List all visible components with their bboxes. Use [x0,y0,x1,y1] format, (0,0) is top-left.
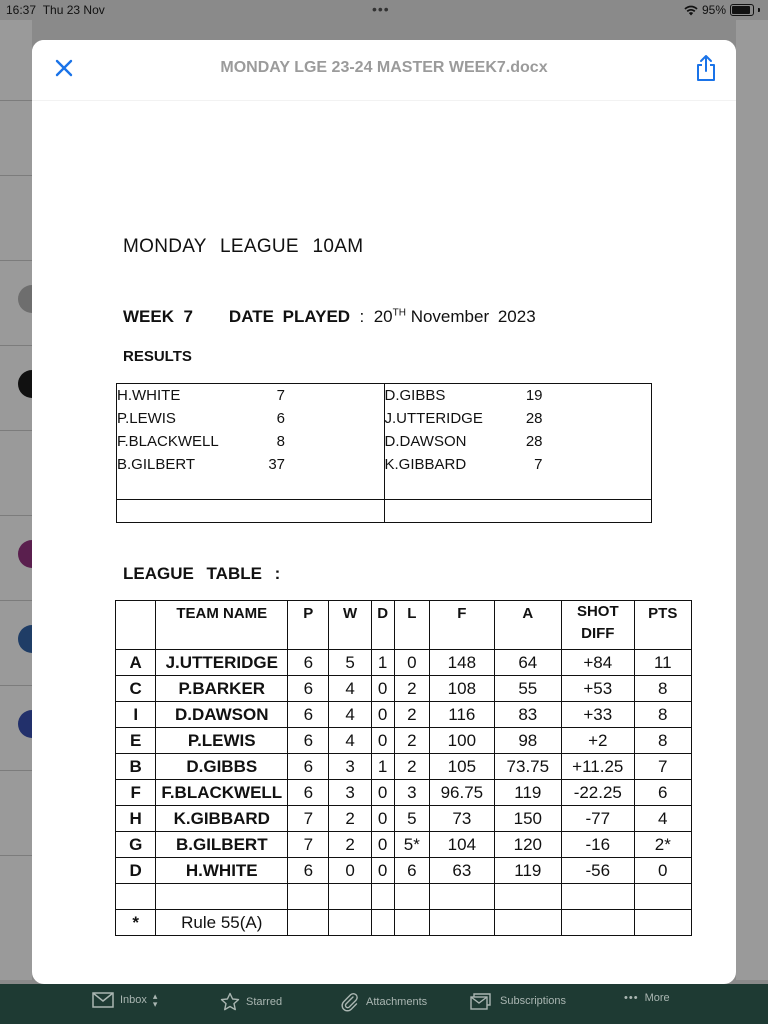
tab-subscriptions[interactable] [470,992,566,1010]
doc-heading: MONDAY LEAGUE 10AM [123,236,364,257]
league-cell: 8 [634,676,691,702]
league-cell: 108 [430,676,495,702]
league-row [116,650,692,676]
share-icon[interactable] [694,54,718,82]
league-cell: 100 [430,728,495,754]
league-cell: 0 [371,858,394,884]
team-name-cell: F.BLACKWELL [156,780,288,806]
league-cell: E [116,728,156,754]
result-line [385,384,652,407]
tab-attachments-label: Attachments [366,996,428,1008]
tab-inbox[interactable] [92,992,157,1008]
footnote-mark: * [116,910,156,936]
league-cell: 2 [394,754,430,780]
league-cell: 4 [329,702,371,728]
bg-divider [0,685,32,686]
team-name-cell: H.WHITE [156,858,288,884]
league-cell: -22.25 [562,780,635,806]
result-line [117,453,384,476]
empty-cell [288,910,329,936]
league-row [116,676,692,702]
league-cell: 1 [371,650,394,676]
league-cell: C [116,676,156,702]
league-header-cell: SHOT DIFF [562,601,635,650]
result-line [385,407,652,430]
result-score: 19 [525,387,543,404]
league-cell: 1 [371,754,394,780]
league-cell: 5 [329,650,371,676]
document-content [32,100,736,984]
week-label: WEEK [123,307,174,326]
league-cell: H [116,806,156,832]
result-line [117,407,384,430]
league-cell: 2 [394,728,430,754]
bg-divider [0,515,32,516]
empty-cell [329,884,371,910]
league-cell: 6 [288,728,329,754]
empty-cell [116,884,156,910]
empty-cell [430,884,495,910]
league-cell: 7 [288,832,329,858]
empty-cell [288,884,329,910]
league-cell: 11 [634,650,691,676]
league-cell: 6 [288,754,329,780]
battery-tip [758,8,760,12]
league-cell: 2 [329,832,371,858]
league-cell: D [116,858,156,884]
league-row [116,832,692,858]
status-bar [0,0,768,20]
background-app-list [0,20,32,980]
league-cell: 3 [329,754,371,780]
league-cell: 2* [634,832,691,858]
bg-divider [0,100,32,101]
team-name-cell: J.UTTERIDGE [156,650,288,676]
viewer-header [32,40,736,101]
league-row [116,780,692,806]
chevron-updown-icon: ▴ ▾ [152,991,158,1009]
empty-cell [394,884,430,910]
league-header-cell: F [430,601,495,650]
league-cell: 6 [288,676,329,702]
empty-cell [371,910,394,936]
league-cell: 119 [494,780,561,806]
league-cell: 2 [394,676,430,702]
results-left-cell [117,384,385,500]
league-cell: 120 [494,832,561,858]
mail-icon [92,992,114,1008]
date-label: DATE PLAYED [228,307,351,326]
league-header-cell: PTS [634,601,691,650]
result-score: 28 [525,433,543,450]
team-name-cell: D.DAWSON [156,702,288,728]
league-cell: G [116,832,156,858]
league-empty-row [116,884,692,910]
result-player: J.UTTERIDGE [384,410,483,427]
result-player: D.GIBBS [384,387,446,404]
team-name-cell: D.GIBBS [156,754,288,780]
empty-cell [384,500,652,523]
league-cell: 96.75 [430,780,495,806]
tab-starred-label: Starred [246,996,283,1008]
week-number: 7 [183,307,193,326]
league-cell: B [116,754,156,780]
wifi-icon [684,5,698,16]
result-score: 37 [268,456,285,473]
results-table [116,383,652,523]
empty-cell [494,910,561,936]
league-cell: 2 [394,702,430,728]
league-footnote-row [116,910,692,936]
league-cell: 0 [371,780,394,806]
league-cell: 119 [494,858,561,884]
result-player: K.GIBBARD [384,456,467,473]
empty-cell [562,910,635,936]
tab-more-label: More [644,992,670,1004]
empty-cell [562,884,635,910]
league-cell: +2 [562,728,635,754]
league-cell: -77 [562,806,635,832]
league-cell: 4 [634,806,691,832]
league-cell: 6 [288,858,329,884]
league-cell: 8 [634,728,691,754]
league-cell: 5 [394,806,430,832]
background-app-right [736,20,768,980]
league-header-cell: A [494,601,561,650]
league-cell: 73.75 [494,754,561,780]
result-line [117,384,384,407]
league-cell: -56 [562,858,635,884]
league-cell: I [116,702,156,728]
result-player: B.GILBERT [117,456,196,473]
league-cell: 7 [288,806,329,832]
bg-divider [0,260,32,261]
league-row [116,728,692,754]
paperclip-icon [340,992,360,1012]
league-cell: +53 [562,676,635,702]
bg-divider [0,430,32,431]
result-score: 7 [534,456,543,473]
team-name-cell: P.BARKER [156,676,288,702]
league-cell: 2 [329,806,371,832]
league-table [115,600,692,936]
result-player: P.LEWIS [117,410,176,427]
league-row [116,754,692,780]
document-viewer [32,40,736,984]
empty-cell [394,910,430,936]
empty-cell [634,884,691,910]
team-name-cell: B.GILBERT [156,832,288,858]
result-score: 8 [276,433,285,450]
bg-divider [0,770,32,771]
league-row [116,702,692,728]
league-cell: 7 [634,754,691,780]
league-cell: 0 [371,676,394,702]
league-cell: A [116,650,156,676]
league-cell: +33 [562,702,635,728]
league-cell: 0 [371,806,394,832]
result-line [117,430,384,453]
league-cell: 4 [329,676,371,702]
results-empty-row [117,500,652,523]
tab-subscriptions-label: Subscriptions [500,995,567,1007]
league-header-cell: W [329,601,371,650]
league-cell: 0 [329,858,371,884]
empty-cell [329,910,371,936]
results-right-cell [384,384,652,500]
league-cell: 98 [494,728,561,754]
more-dots-icon: ••• [624,992,639,1004]
league-row [116,806,692,832]
result-line [385,430,652,453]
league-header-cell [116,601,156,650]
status-right [684,3,760,17]
results-row [117,384,652,500]
bg-divider [0,600,32,601]
league-cell: 148 [430,650,495,676]
empty-cell [156,884,288,910]
league-header-cell: TEAM NAME [156,601,288,650]
league-cell: 6 [634,780,691,806]
result-score: 7 [276,387,285,404]
league-cell: 104 [430,832,495,858]
star-icon [220,992,240,1012]
results-label: RESULTS [123,348,192,365]
league-cell: 83 [494,702,561,728]
league-cell: +11.25 [562,754,635,780]
league-cell: 63 [430,858,495,884]
result-player: F.BLACKWELL [117,433,219,450]
footnote-text: Rule 55(A) [156,910,288,936]
empty-cell [494,884,561,910]
league-header-cell: L [394,601,430,650]
league-cell: 0 [371,728,394,754]
league-cell: 6 [288,702,329,728]
document-title: MONDAY LGE 23-24 MASTER WEEK7.docx [220,59,548,76]
league-cell: 6 [288,650,329,676]
league-cell: 64 [494,650,561,676]
league-cell: 73 [430,806,495,832]
date-rest: November 2023 [410,307,536,326]
result-score: 6 [276,410,285,427]
week-line [123,307,536,327]
league-row [116,858,692,884]
tab-starred[interactable] [220,992,282,1012]
empty-cell [117,500,385,523]
bg-divider [0,175,32,176]
league-cell: 105 [430,754,495,780]
subscriptions-icon [470,992,494,1010]
league-cell: 6 [394,858,430,884]
bg-divider [0,345,32,346]
tab-attachments[interactable] [340,992,427,1012]
league-cell: 0 [371,832,394,858]
league-cell: -16 [562,832,635,858]
tab-inbox-label: Inbox [120,994,147,1006]
multitasking-dots-icon[interactable]: ••• [372,1,390,17]
league-cell: 3 [329,780,371,806]
league-cell: 8 [634,702,691,728]
bottom-tab-bar [0,984,768,1024]
status-time: 16:37 Thu 23 Nov [6,3,105,17]
date-day: 20 [373,307,393,326]
league-table-label: LEAGUE TABLE : [123,564,281,583]
league-cell: 150 [494,806,561,832]
empty-cell [430,910,495,936]
league-cell: 3 [394,780,430,806]
league-cell: 5* [394,832,430,858]
league-cell: 4 [329,728,371,754]
league-cell: F [116,780,156,806]
team-name-cell: K.GIBBARD [156,806,288,832]
empty-cell [371,884,394,910]
empty-cell [634,910,691,936]
league-cell: 6 [288,780,329,806]
league-cell: 55 [494,676,561,702]
bg-divider [0,855,32,856]
date-suffix: TH [392,307,406,319]
team-name-cell: P.LEWIS [156,728,288,754]
result-player: D.DAWSON [384,433,467,450]
league-header-row [116,601,692,650]
date-separator: : [359,307,365,326]
league-cell: 0 [634,858,691,884]
tab-more[interactable] [624,992,670,1004]
league-cell: 0 [371,702,394,728]
league-cell: 116 [430,702,495,728]
battery-percent: 95% [701,3,726,17]
result-player: H.WHITE [117,387,181,404]
result-line [385,453,652,476]
league-header-cell: D [371,601,394,650]
league-cell: 0 [394,650,430,676]
battery-icon [730,4,754,16]
league-cell: +84 [562,650,635,676]
result-score: 28 [525,410,543,427]
league-header-cell: P [288,601,329,650]
